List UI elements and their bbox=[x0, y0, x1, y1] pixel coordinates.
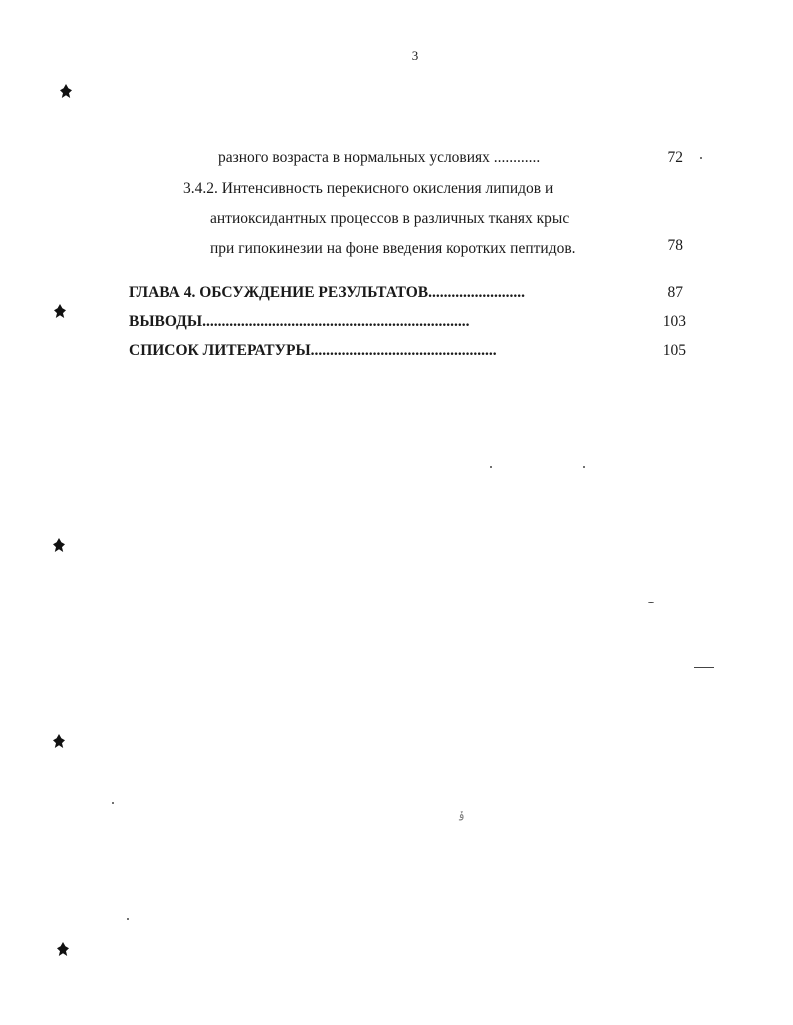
stray-mark: ݹ bbox=[458, 809, 465, 821]
punch-hole-mark bbox=[60, 84, 72, 98]
toc-entry-text: антиоксидантных процессов в различных тканях крыс bbox=[210, 210, 570, 227]
toc-entry-text: при гипокинезии на фоне введения коротких пептидов. bbox=[210, 240, 576, 257]
scan-speck bbox=[112, 802, 114, 804]
page-number: 3 bbox=[411, 48, 419, 63]
scan-speck bbox=[583, 466, 585, 468]
toc-chapter-title: ГЛАВА 4. ОБСУЖДЕНИЕ РЕЗУЛЬТАТОВ......................... bbox=[129, 284, 525, 301]
punch-hole-mark bbox=[53, 538, 65, 552]
toc-entry-page: 72 bbox=[667, 149, 683, 166]
scan-speck bbox=[694, 667, 714, 668]
toc-entry-text: разного возраста в нормальных условиях ............ bbox=[218, 149, 541, 166]
punch-hole-mark bbox=[57, 942, 69, 956]
toc-entry-page: 103 bbox=[662, 313, 686, 330]
scan-speck bbox=[127, 918, 129, 920]
scan-speck bbox=[490, 466, 492, 468]
punch-hole-mark bbox=[54, 304, 66, 318]
scan-speck bbox=[700, 157, 702, 159]
toc-chapter-title: ВЫВОДЫ..................................................................... bbox=[129, 313, 470, 330]
toc-entry-text: 3.4.2. Интенсивность перекисного окисления липидов и bbox=[183, 180, 554, 197]
toc-entry-page: 87 bbox=[667, 284, 683, 301]
toc-entry-page: 105 bbox=[662, 342, 686, 359]
toc-chapter-title: СПИСОК ЛИТЕРАТУРЫ................................................ bbox=[129, 342, 497, 359]
toc-entry-page: 78 bbox=[667, 237, 683, 254]
punch-hole-mark bbox=[53, 734, 65, 748]
scan-speck bbox=[648, 602, 654, 603]
